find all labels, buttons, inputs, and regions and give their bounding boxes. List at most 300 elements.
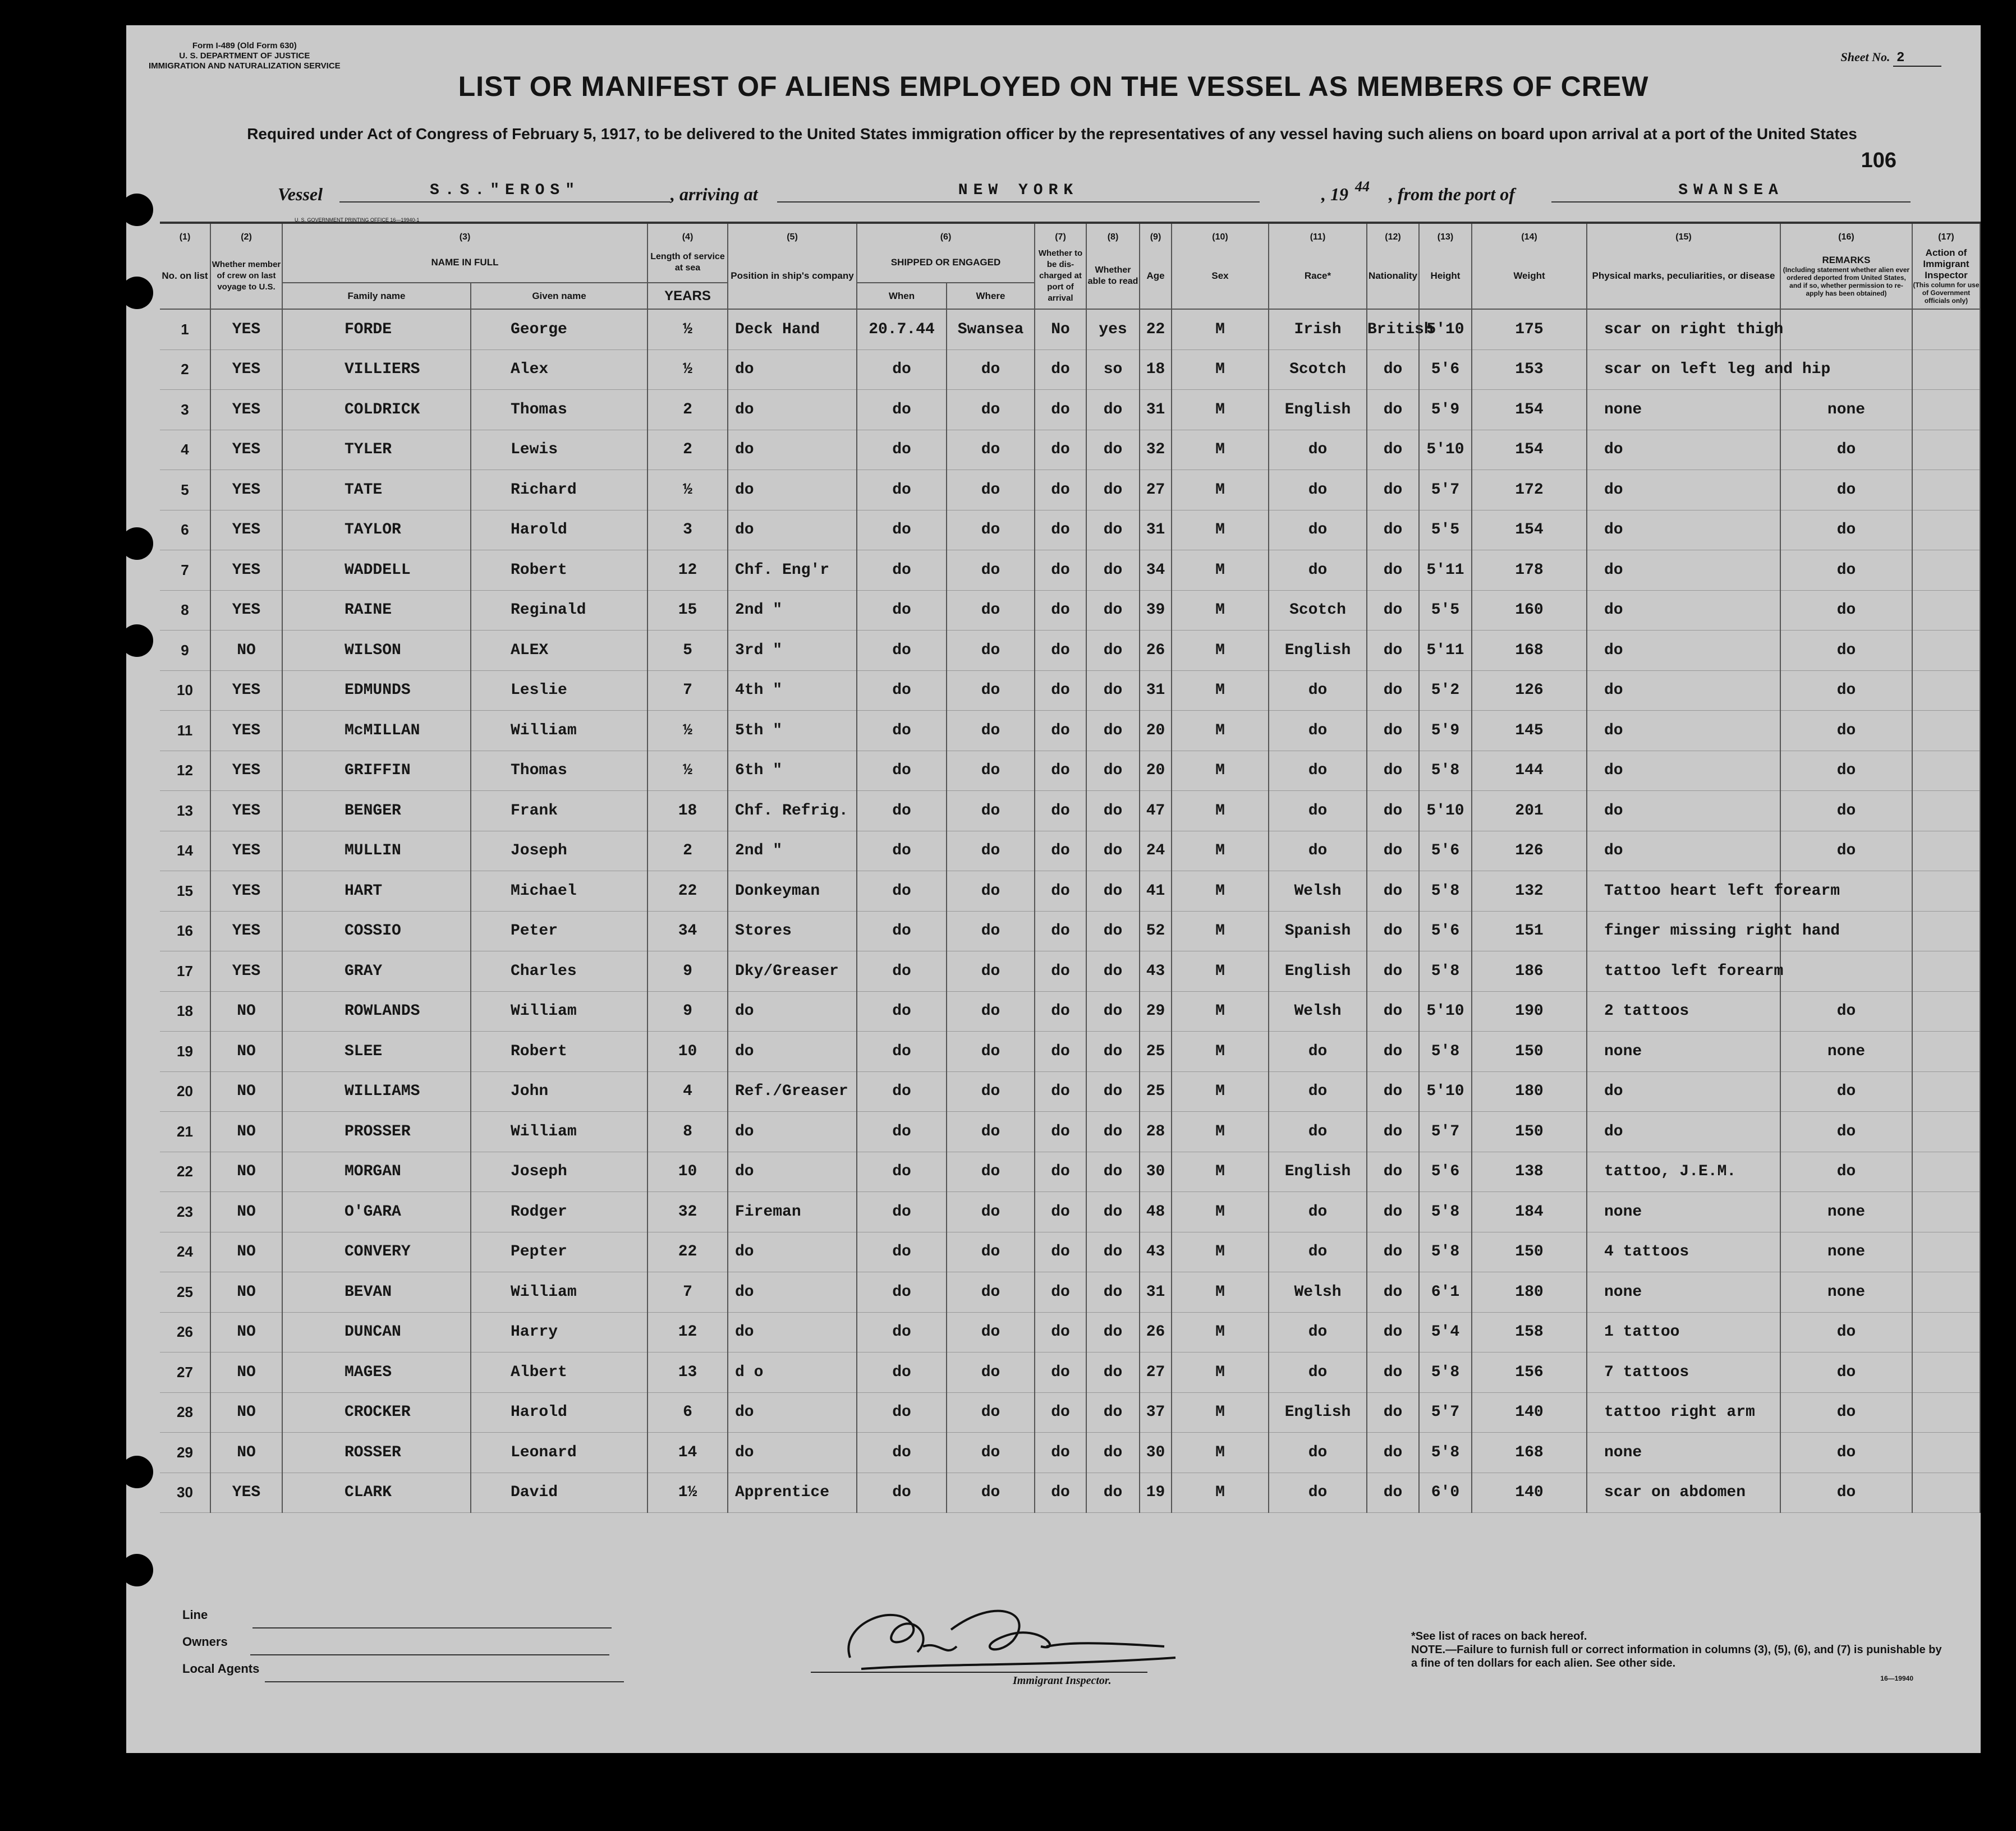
cell-row-number: 30 — [160, 1473, 210, 1513]
cell-family-name: PROSSER — [282, 1112, 471, 1152]
cell-age: 22 — [1140, 309, 1172, 349]
cell-discharged: do — [1035, 751, 1086, 791]
cell-sex: M — [1172, 1433, 1269, 1473]
cell-discharged: do — [1035, 1152, 1086, 1192]
cell-row-number: 13 — [160, 791, 210, 831]
cell-physical-marks: 7 tattoos — [1587, 1352, 1780, 1393]
table-row — [160, 349, 1980, 390]
cell-family-name: WILLIAMS — [282, 1071, 471, 1112]
cell-weight: 180 — [1472, 1071, 1587, 1112]
table-row — [160, 1071, 1980, 1112]
cell-position: 2nd " — [728, 590, 857, 631]
cell-age: 18 — [1140, 349, 1172, 390]
cell-sex: M — [1172, 430, 1269, 470]
cell-row-number: 1 — [160, 309, 210, 349]
cell-position: do — [728, 510, 857, 550]
cell-inspector-action — [1912, 711, 1980, 751]
cell-given-name: Harold — [471, 1392, 647, 1433]
cell-able-to-read: do — [1086, 991, 1140, 1032]
cell-weight: 138 — [1472, 1152, 1587, 1192]
cell-height: 6'0 — [1419, 1473, 1472, 1513]
cell-able-to-read: do — [1086, 1192, 1140, 1232]
cell-weight: 150 — [1472, 1232, 1587, 1272]
cell-shipped-when: do — [857, 1392, 947, 1433]
cell-position: 3rd " — [728, 631, 857, 671]
cell-last-voyage: NO — [210, 1071, 282, 1112]
cell-family-name: FORDE — [282, 309, 471, 349]
cell-position: do — [728, 1433, 857, 1473]
header-race: Race* — [1269, 243, 1367, 309]
cell-last-voyage: YES — [210, 349, 282, 390]
cell-given-name: John — [471, 1071, 647, 1112]
cell-shipped-when: do — [857, 1232, 947, 1272]
cell-position: Ref./Greaser — [728, 1071, 857, 1112]
cell-physical-marks: do — [1587, 590, 1780, 631]
cell-last-voyage: NO — [210, 1192, 282, 1232]
department: U. S. DEPARTMENT OF JUSTICE — [179, 51, 310, 61]
header-years: YEARS — [647, 283, 728, 309]
cell-physical-marks: do — [1587, 1071, 1780, 1112]
cell-physical-marks: do — [1587, 711, 1780, 751]
col-num: (8) — [1086, 223, 1140, 243]
cell-row-number: 20 — [160, 1071, 210, 1112]
cell-inspector-action — [1912, 349, 1980, 390]
cell-shipped-when: do — [857, 349, 947, 390]
cell-last-voyage: NO — [210, 1232, 282, 1272]
cell-race: do — [1269, 791, 1367, 831]
cell-given-name: Robert — [471, 550, 647, 591]
cell-inspector-action — [1912, 1071, 1980, 1112]
header-shipped-engaged: SHIPPED OR ENGAGED — [857, 243, 1035, 283]
header-able-to-read: Whether able to read — [1086, 243, 1140, 309]
header-action-inspector — [1912, 243, 1980, 309]
cell-nationality: do — [1367, 831, 1419, 871]
cell-able-to-read: do — [1086, 871, 1140, 912]
cell-age: 39 — [1140, 590, 1172, 631]
cell-given-name: Frank — [471, 791, 647, 831]
note-races: *See list of races on back hereof. — [1411, 1630, 1587, 1643]
binder-hole — [121, 527, 153, 560]
table-row — [160, 991, 1980, 1032]
cell-shipped-when: do — [857, 1192, 947, 1232]
cell-last-voyage: NO — [210, 1392, 282, 1433]
cell-inspector-action — [1912, 751, 1980, 791]
cell-given-name: Thomas — [471, 390, 647, 430]
cell-inspector-action — [1912, 470, 1980, 510]
cell-race: do — [1269, 1473, 1367, 1513]
cell-race: English — [1269, 1392, 1367, 1433]
cell-discharged: No — [1035, 309, 1086, 349]
cell-weight: 140 — [1472, 1392, 1587, 1433]
cell-sex: M — [1172, 390, 1269, 430]
agents-label: Local Agents — [182, 1662, 260, 1676]
cell-height: 5'11 — [1419, 550, 1472, 591]
cell-age: 34 — [1140, 550, 1172, 591]
cell-height: 5'10 — [1419, 430, 1472, 470]
cell-family-name: MORGAN — [282, 1152, 471, 1192]
cell-nationality: do — [1367, 631, 1419, 671]
cell-shipped-where: do — [947, 550, 1035, 591]
remarks-title: REMARKS — [1822, 254, 1871, 265]
cell-able-to-read: do — [1086, 1071, 1140, 1112]
cell-race: Irish — [1269, 309, 1367, 349]
cell-service-years: 10 — [647, 1032, 728, 1072]
cell-able-to-read: do — [1086, 1392, 1140, 1433]
cell-family-name: ROWLANDS — [282, 991, 471, 1032]
cell-inspector-action — [1912, 831, 1980, 871]
cell-weight: 201 — [1472, 791, 1587, 831]
action-note: (This column for use of Government officials only) — [1913, 280, 1980, 305]
cell-last-voyage: NO — [210, 1352, 282, 1393]
col-num: (16) — [1780, 223, 1912, 243]
cell-position: Deck Hand — [728, 309, 857, 349]
cell-age: 48 — [1140, 1192, 1172, 1232]
table-row — [160, 1392, 1980, 1433]
cell-position: Chf. Eng'r — [728, 550, 857, 591]
cell-height: 5'10 — [1419, 1071, 1472, 1112]
cell-sex: M — [1172, 1312, 1269, 1352]
cell-weight: 184 — [1472, 1192, 1587, 1232]
cell-inspector-action — [1912, 1352, 1980, 1393]
cell-shipped-where: Swansea — [947, 309, 1035, 349]
cell-race: do — [1269, 430, 1367, 470]
cell-weight: 144 — [1472, 751, 1587, 791]
cell-race: do — [1269, 831, 1367, 871]
cell-height: 5'8 — [1419, 1232, 1472, 1272]
cell-given-name: Joseph — [471, 831, 647, 871]
cell-shipped-when: do — [857, 510, 947, 550]
cell-family-name: BENGER — [282, 791, 471, 831]
binder-hole — [121, 624, 153, 657]
cell-shipped-when: 20.7.44 — [857, 309, 947, 349]
cell-row-number: 26 — [160, 1312, 210, 1352]
cell-family-name: CROCKER — [282, 1392, 471, 1433]
line-label: Line — [182, 1608, 208, 1622]
cell-age: 52 — [1140, 911, 1172, 951]
cell-last-voyage: NO — [210, 1312, 282, 1352]
cell-discharged: do — [1035, 1112, 1086, 1152]
cell-weight: 154 — [1472, 430, 1587, 470]
cell-shipped-where: do — [947, 1312, 1035, 1352]
cell-service-years: 5 — [647, 631, 728, 671]
cell-shipped-when: do — [857, 631, 947, 671]
cell-family-name: TAYLOR — [282, 510, 471, 550]
cell-able-to-read: do — [1086, 670, 1140, 711]
cell-race: Scotch — [1269, 349, 1367, 390]
cell-weight: 140 — [1472, 1473, 1587, 1513]
cell-remarks: do — [1780, 1392, 1912, 1433]
page-subtitle: Required under Act of Congress of February 5, 1917, to be delivered to the United States immigration officer by the representatives of any vessel having such aliens on board upon arrival at a port of the United States — [247, 125, 1857, 142]
cell-family-name: GRIFFIN — [282, 751, 471, 791]
cell-age: 27 — [1140, 470, 1172, 510]
cell-race: English — [1269, 390, 1367, 430]
cell-shipped-where: do — [947, 991, 1035, 1032]
cell-able-to-read: do — [1086, 1312, 1140, 1352]
cell-inspector-action — [1912, 991, 1980, 1032]
page-title: LIST OR MANIFEST OF ALIENS EMPLOYED ON THE VESSEL AS MEMBERS OF CREW — [458, 71, 1649, 102]
cell-family-name: TYLER — [282, 430, 471, 470]
cell-shipped-when: do — [857, 911, 947, 951]
cell-inspector-action — [1912, 1312, 1980, 1352]
cell-height: 5'7 — [1419, 1112, 1472, 1152]
cell-height: 5'7 — [1419, 470, 1472, 510]
cell-row-number: 27 — [160, 1352, 210, 1393]
cell-height: 6'1 — [1419, 1272, 1472, 1313]
cell-service-years: 7 — [647, 1272, 728, 1313]
cell-remarks: none — [1780, 1232, 1912, 1272]
cell-physical-marks: do — [1587, 550, 1780, 591]
cell-able-to-read: do — [1086, 1473, 1140, 1513]
header-where: Where — [947, 283, 1035, 309]
cell-discharged: do — [1035, 1272, 1086, 1313]
col-num: (10) — [1172, 223, 1269, 243]
cell-discharged: do — [1035, 670, 1086, 711]
note-penalty: NOTE.—Failure to furnish full or correct information in columns (3), (5), (6), and (7) is punishable by a fine of ten dollars for each alien. See other side. — [1411, 1644, 1942, 1669]
cell-shipped-where: do — [947, 831, 1035, 871]
cell-service-years: 10 — [647, 1152, 728, 1192]
cell-discharged: do — [1035, 430, 1086, 470]
cell-service-years: 7 — [647, 670, 728, 711]
cell-age: 30 — [1140, 1152, 1172, 1192]
cell-given-name: ALEX — [471, 631, 647, 671]
cell-shipped-when: do — [857, 991, 947, 1032]
cell-shipped-where: do — [947, 1152, 1035, 1192]
table-row — [160, 751, 1980, 791]
cell-discharged: do — [1035, 631, 1086, 671]
cell-family-name: SLEE — [282, 1032, 471, 1072]
footer-agents-row — [182, 1655, 624, 1682]
table-row — [160, 911, 1980, 951]
form-identifier — [149, 41, 341, 71]
cell-inspector-action — [1912, 670, 1980, 711]
footer-signatures — [182, 1602, 624, 1682]
cell-inspector-action — [1912, 1392, 1980, 1433]
header-age: Age — [1140, 243, 1172, 309]
cell-nationality: do — [1367, 911, 1419, 951]
cell-race: do — [1269, 1232, 1367, 1272]
cell-shipped-when: do — [857, 1352, 947, 1393]
cell-physical-marks: do — [1587, 751, 1780, 791]
cell-age: 31 — [1140, 1272, 1172, 1313]
header-last-voyage: Whether member of crew on last voyage to U.S. — [210, 243, 282, 309]
col-num: (1) — [160, 223, 210, 243]
cell-service-years: 9 — [647, 991, 728, 1032]
cell-race: English — [1269, 1152, 1367, 1192]
cell-physical-marks: tattoo, J.E.M. — [1587, 1152, 1780, 1192]
header-when: When — [857, 283, 947, 309]
table-row — [160, 951, 1980, 992]
cell-able-to-read: do — [1086, 1032, 1140, 1072]
from-label: , from the port of — [1389, 184, 1515, 204]
col-num: (7) — [1035, 223, 1086, 243]
cell-weight: 172 — [1472, 470, 1587, 510]
sheet-label: Sheet No. — [1840, 50, 1890, 64]
cell-age: 37 — [1140, 1392, 1172, 1433]
cell-family-name: COLDRICK — [282, 390, 471, 430]
cell-physical-marks: do — [1587, 831, 1780, 871]
cell-weight: 190 — [1472, 991, 1587, 1032]
action-title: Action of Immigrant Inspector — [1923, 247, 1969, 280]
cell-able-to-read: do — [1086, 1112, 1140, 1152]
cell-physical-marks: none — [1587, 390, 1780, 430]
cell-race: Welsh — [1269, 991, 1367, 1032]
cell-service-years: 22 — [647, 1232, 728, 1272]
cell-race: Scotch — [1269, 590, 1367, 631]
cell-inspector-action — [1912, 1152, 1980, 1192]
cell-inspector-action — [1912, 309, 1980, 349]
cell-sex: M — [1172, 1473, 1269, 1513]
cell-nationality: do — [1367, 1152, 1419, 1192]
cell-sex: M — [1172, 670, 1269, 711]
cell-height: 5'8 — [1419, 1352, 1472, 1393]
cell-nationality: do — [1367, 1392, 1419, 1433]
cell-weight: 150 — [1472, 1032, 1587, 1072]
vessel-label: Vessel — [278, 184, 323, 204]
cell-discharged: do — [1035, 871, 1086, 912]
cell-remarks: do — [1780, 1152, 1912, 1192]
cell-sex: M — [1172, 1232, 1269, 1272]
cell-shipped-when: do — [857, 1071, 947, 1112]
cell-shipped-where: do — [947, 510, 1035, 550]
cell-shipped-where: do — [947, 670, 1035, 711]
cell-last-voyage: NO — [210, 631, 282, 671]
cell-race: do — [1269, 1192, 1367, 1232]
cell-sex: M — [1172, 470, 1269, 510]
cell-position: Stores — [728, 911, 857, 951]
cell-able-to-read: do — [1086, 590, 1140, 631]
cell-row-number: 3 — [160, 390, 210, 430]
col-num: (3) — [282, 223, 647, 243]
cell-sex: M — [1172, 1272, 1269, 1313]
cell-race: do — [1269, 1112, 1367, 1152]
cell-service-years: 1½ — [647, 1473, 728, 1513]
cell-inspector-action — [1912, 1433, 1980, 1473]
cell-nationality: do — [1367, 1032, 1419, 1072]
cell-position: do — [728, 1152, 857, 1192]
cell-physical-marks: finger missing right hand — [1587, 911, 1780, 951]
header-remarks — [1780, 243, 1912, 309]
cell-shipped-where: do — [947, 711, 1035, 751]
cell-family-name: ROSSER — [282, 1433, 471, 1473]
cell-position: do — [728, 430, 857, 470]
cell-inspector-action — [1912, 1192, 1980, 1232]
cell-discharged: do — [1035, 1433, 1086, 1473]
cell-shipped-when: do — [857, 390, 947, 430]
cell-position: do — [728, 1232, 857, 1272]
cell-discharged: do — [1035, 1352, 1086, 1393]
cell-service-years: 12 — [647, 1312, 728, 1352]
cell-race: English — [1269, 631, 1367, 671]
cell-last-voyage: YES — [210, 1473, 282, 1513]
cell-shipped-when: do — [857, 711, 947, 751]
cell-row-number: 21 — [160, 1112, 210, 1152]
cell-height: 5'5 — [1419, 590, 1472, 631]
cell-weight: 126 — [1472, 831, 1587, 871]
cell-shipped-when: do — [857, 791, 947, 831]
cell-height: 5'2 — [1419, 670, 1472, 711]
cell-inspector-action — [1912, 550, 1980, 591]
cell-discharged: do — [1035, 791, 1086, 831]
cell-service-years: 2 — [647, 430, 728, 470]
cell-physical-marks: do — [1587, 670, 1780, 711]
cell-last-voyage: NO — [210, 1032, 282, 1072]
binder-hole — [121, 1456, 153, 1488]
cell-shipped-where: do — [947, 791, 1035, 831]
cell-given-name: William — [471, 1272, 647, 1313]
cell-last-voyage: YES — [210, 430, 282, 470]
cell-shipped-where: do — [947, 1112, 1035, 1152]
col-num: (14) — [1472, 223, 1587, 243]
cell-shipped-when: do — [857, 871, 947, 912]
cell-family-name: CLARK — [282, 1473, 471, 1513]
cell-remarks: do — [1780, 1352, 1912, 1393]
cell-sex: M — [1172, 831, 1269, 871]
cell-family-name: CONVERY — [282, 1232, 471, 1272]
cell-shipped-where: do — [947, 1032, 1035, 1072]
cell-weight: 175 — [1472, 309, 1587, 349]
cell-weight: 126 — [1472, 670, 1587, 711]
cell-shipped-where: do — [947, 1232, 1035, 1272]
table-row — [160, 871, 1980, 912]
cell-discharged: do — [1035, 510, 1086, 550]
cell-given-name: Reginald — [471, 590, 647, 631]
table-row — [160, 1312, 1980, 1352]
cell-height: 5'5 — [1419, 510, 1472, 550]
header-name-in-full: NAME IN FULL — [282, 243, 647, 283]
cell-age: 25 — [1140, 1071, 1172, 1112]
cell-race: Welsh — [1269, 871, 1367, 912]
cell-able-to-read: do — [1086, 1232, 1140, 1272]
cell-row-number: 18 — [160, 991, 210, 1032]
cell-shipped-where: do — [947, 631, 1035, 671]
cell-given-name: Leonard — [471, 1433, 647, 1473]
cell-age: 26 — [1140, 1312, 1172, 1352]
cell-physical-marks: scar on right thigh — [1587, 309, 1780, 349]
table-row — [160, 430, 1980, 470]
cell-given-name: George — [471, 309, 647, 349]
cell-shipped-when: do — [857, 1272, 947, 1313]
cell-remarks: do — [1780, 1473, 1912, 1513]
cell-race: do — [1269, 470, 1367, 510]
binder-hole — [121, 277, 153, 309]
cell-service-years: 3 — [647, 510, 728, 550]
cell-shipped-where: do — [947, 590, 1035, 631]
signature-stroke — [848, 1611, 1175, 1669]
cell-physical-marks: do — [1587, 1112, 1780, 1152]
cell-nationality: do — [1367, 951, 1419, 992]
sheet-number — [1841, 50, 1942, 67]
cell-last-voyage: YES — [210, 590, 282, 631]
cell-shipped-where: do — [947, 1071, 1035, 1112]
cell-nationality: British — [1367, 309, 1419, 349]
cell-able-to-read: do — [1086, 791, 1140, 831]
header-given-name: Given name — [471, 283, 647, 309]
cell-family-name: DUNCAN — [282, 1312, 471, 1352]
cell-sex: M — [1172, 951, 1269, 992]
cell-remarks: do — [1780, 1071, 1912, 1112]
cell-height: 5'7 — [1419, 1392, 1472, 1433]
cell-weight: 168 — [1472, 1433, 1587, 1473]
cell-inspector-action — [1912, 590, 1980, 631]
cell-able-to-read: do — [1086, 711, 1140, 751]
cell-row-number: 15 — [160, 871, 210, 912]
cell-nationality: do — [1367, 871, 1419, 912]
table-row — [160, 711, 1980, 751]
cell-nationality: do — [1367, 991, 1419, 1032]
cell-shipped-when: do — [857, 831, 947, 871]
cell-physical-marks: do — [1587, 430, 1780, 470]
form-code: 16—19940 — [1880, 1674, 1913, 1682]
